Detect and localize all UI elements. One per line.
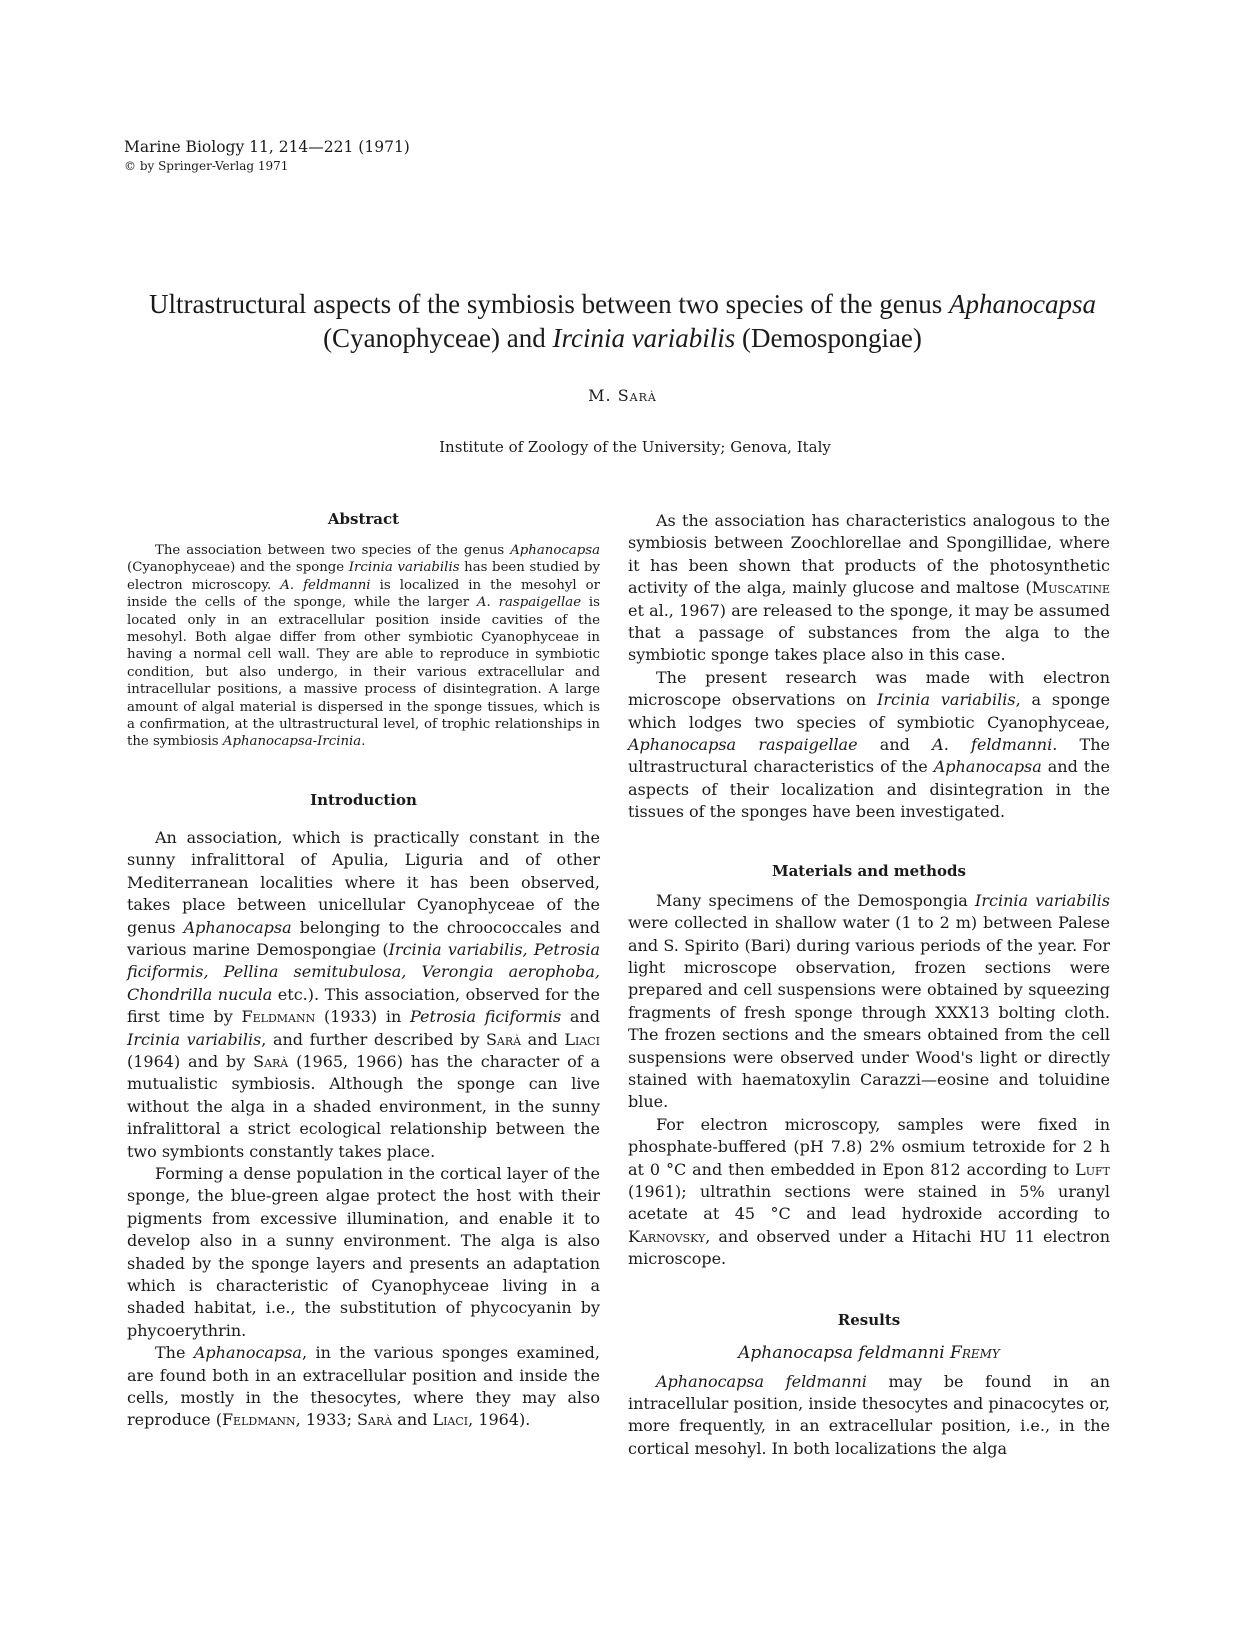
introduction-heading: Introduction [310, 790, 417, 809]
intro-paragraph-5: The present research was made with electron microscope observations on Ircinia variabilis, a sponge which lodges two species of symbiotic Cyanophyceae, Aphanocapsa raspaigellae and A. feldmanni. The ultrastructural characteristics of the Aphanocapsa and the aspects of their localization and disintegration in the tissues of the sponges have been investigated. [628, 667, 1110, 822]
intro-paragraph-4: As the association has characteristics analogous to the symbiosis between Zoochlorellae and Spongillidae, where it has been shown that products of the photosynthetic activity of the alga, mainly glucose and maltose (Muscatine et al., 1967) are released to the sponge, it may be assumed that a passage of substances from the alga to the symbiotic sponge takes place also in this case. [628, 511, 1110, 665]
affiliation: Institute of Zoology of the University; Genova, Italy [439, 438, 831, 456]
intro-paragraph-2: Forming a dense population in the cortical layer of the sponge, the blue-green algae protect the host with their pigments from excessive illumination, and enable it to develop also in a sunny environment. The alga is also shaded by the sponge layers and presents an adaptation which is characteristic of Cyanophyceae living in a shaded habitat, i.e., the substitution of phycocyanin by phycoerythrin. [127, 1163, 600, 1340]
abstract-heading: Abstract [327, 510, 400, 528]
intro-paragraph-1: An association, which is practically constant in the sunny infralittoral of Apulia, Liguria and of other Mediterranean localities where it has been observed, takes place between unicellular Cyanophyceae of the genus Aphanocapsa belonging to the chroococcales and various marine Demospongiae (Ircinia variabilis, Petrosia ficiformis, Pellina semitubulosa, Verongia aerophoba, Chondrilla nucula etc.). This association, observed for the first time by Feldmann (1933) in Petrosia ficiformis and Ircinia variabilis, and further described by Sarà and Liaci (1964) and by Sarà (1965, 1966) has the character of a mutualistic symbiosis. Although the sponge can live without the alga in a shaded environment, in the sunny infralittoral a strict ecological relationship between the two symbionts constantly takes place. [127, 827, 601, 1161]
journal-citation: Marine Biology 11, 214—221 (1971) [124, 138, 410, 156]
methods-paragraph-1: Many specimens of the Demospongia Ircinia variabilis were collected in shallow water (1 to 2 m) between Palese and S. Spirito (Bari) during various periods of the year. For light microscope observation, frozen sections were prepared and cell suspensions were obtained by squeezing fragments of fresh sponge through XXX13 bolting cloth. The frozen sections and the smears obtained from the cell suspensions were observed under Wood's light or directly stained with haematoxylin Carazzi—eosine and toluidine blue. [628, 890, 1110, 1112]
paper-title: Ultrastructural aspects of the symbiosis between two species of the genus Aphanocapsa (Cyanophyceae) and Ircinia variabilis (Demospongiae) [148, 289, 1097, 353]
left-column [127, 510, 600, 1432]
results-heading: Results [837, 1310, 901, 1329]
methods-heading: Materials and methods [771, 861, 966, 880]
results-paragraph-1: Aphanocapsa feldmanni may be found in an intracellular position, inside thesocytes and pinacocytes or, more frequently, in an extracellular position, i.e., in the cortical mesohyl. In both localizations the alga [628, 1371, 1110, 1458]
results-subheading: Aphanocapsa feldmanni Fremy [738, 1342, 1000, 1363]
journal-header [124, 136, 410, 174]
methods-paragraph-2: For electron microscopy, samples were fixed in phosphate-buffered (pH 7.8) 2% osmium tetroxide for 2 h at 0 °C and then embedded in Epon 812 according to Luft (1961); ultrathin sections were stained in 5% uranyl acetate at 45 °C and lead hydroxide according to Karnovsky, and observed under a Hitachi HU 11 electron microscope. [628, 1114, 1110, 1269]
intro-paragraph-3: The Aphanocapsa, in the various sponges examined, are found both in an extracellular position and inside the cells, mostly in the thesocytes, where they may also reproduce (Feldmann, 1933; Sarà and Liaci, 1964). [127, 1343, 600, 1430]
copyright-notice: © by Springer-Verlag 1971 [124, 159, 289, 173]
abstract-text: The association between two species of the genus Aphanocapsa (Cyanophyceae) and the sponge Ircinia variabilis has been studied by electron microscopy. A. feldmanni is localized in the mesohyl or inside the cells of the sponge, while the larger A. raspaigellae is located only in an extracellular position inside cavities of the mesohyl. Both algae differ from other symbiotic Cyanophyceae in having a normal cell wall. They are able to reproduce in symbiotic condition, but also undergo, in their various extracellular and intracellular positions, a massive process of disintegration. A large amount of algal material is dispersed in the sponge tissues, which is a confirmation, at the ultrastructural level, of trophic relationships in the symbiosis Aphanocapsa-Ircinia. [127, 543, 601, 750]
right-column [628, 510, 1110, 1460]
author: M. Sarà [588, 386, 657, 405]
